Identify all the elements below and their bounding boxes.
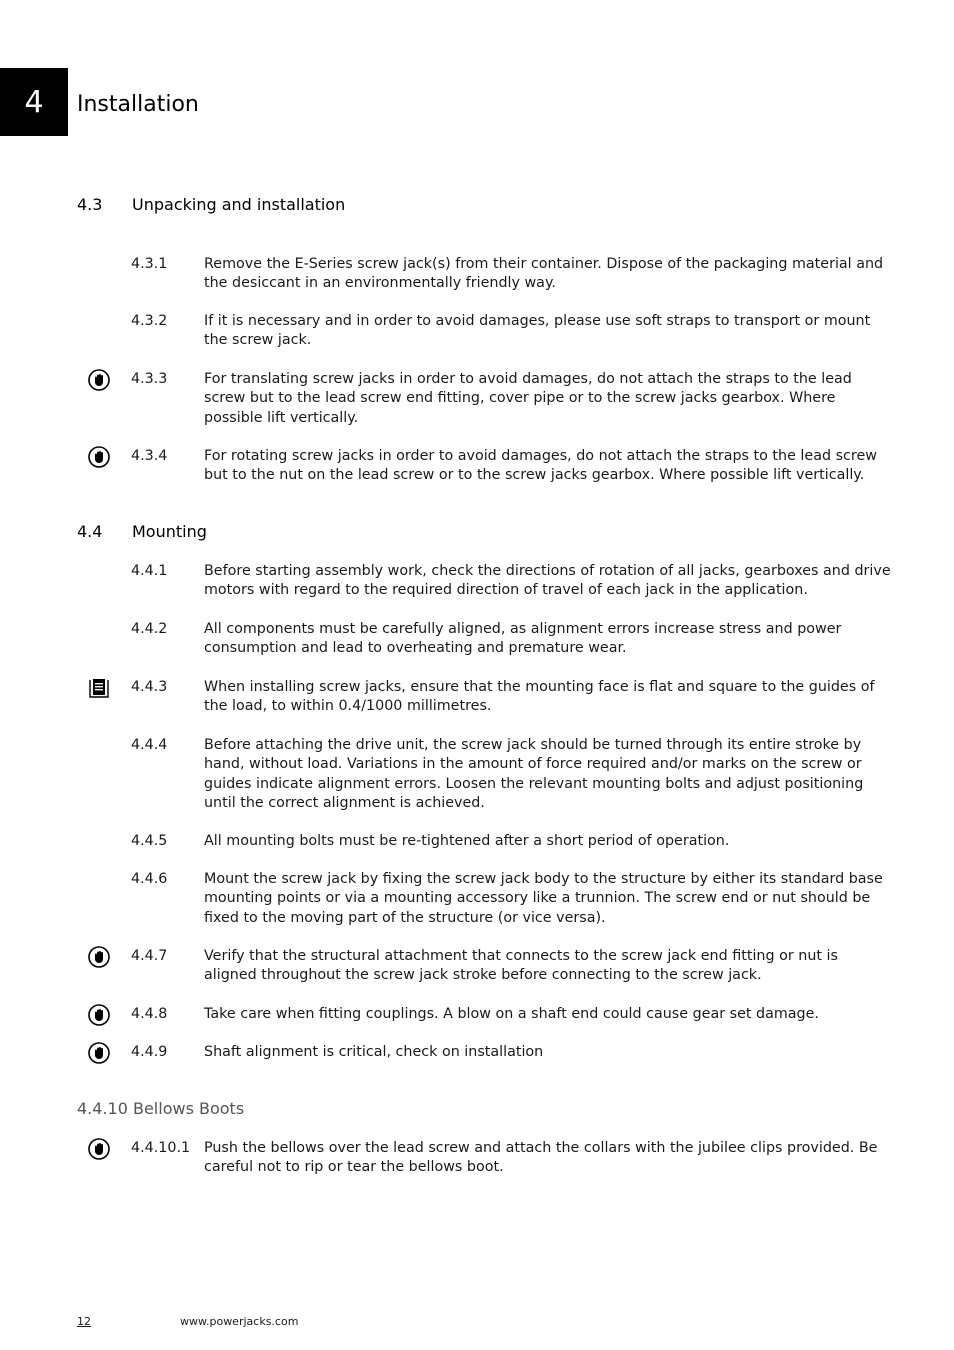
item-number: 4.3.1 [131,256,168,272]
item-number: 4.3.2 [131,313,168,329]
section-title: Unpacking and installation [132,195,346,214]
caution-hand-icon [88,1004,110,1026]
item-text: For translating screw jacks in order to avoid damages, do not attach the straps to the lead screw but to the lead screw end fitting, cover pipe or to the screw jacks gearbox. Where possible lift vertically. [204,371,852,426]
caution-hand-icon [88,1042,110,1064]
item-text: Mount the screw jack by fixing the screw jack body to the structure by either its standard base mounting points or via a mounting accessory like a trunnion. The screw end or nut should be fixed to the moving part of the structure (or vice versa). [204,871,883,926]
item-number: 4.4.4 [131,737,168,753]
footer-website-link[interactable]: www.powerjacks.com [180,1315,299,1328]
caution-hand-icon [88,946,110,968]
subsection-heading-bellows: 4.4.10 Bellows Boots [77,1099,245,1118]
caution-hand-icon [88,369,110,391]
item-number: 4.3.4 [131,448,168,464]
item-number: 4.4.2 [131,621,168,637]
item-number: 4.4.8 [131,1006,168,1022]
chapter-number-tab: 4 [0,68,68,136]
item-text: If it is necessary and in order to avoid damages, please use soft straps to transport or mount the screw jack. [204,313,871,349]
item-text: All components must be carefully aligned, as alignment errors increase stress and power consumption and lead to overheating and premature wear. [204,621,842,657]
item-text: Take care when fitting couplings. A blow on a shaft end could cause gear set damage. [204,1006,819,1022]
item-number: 4.3.3 [131,371,168,387]
page-number: 12 [77,1315,91,1328]
item-text: For rotating screw jacks in order to avoid damages, do not attach the straps to the lead screw but to the nut on the lead screw or to the screw jacks gearbox. Where possible lift vertically. [204,448,877,484]
item-text: Before starting assembly work, check the directions of rotation of all jacks, gearboxes and drive motors with regard to the required direction of travel of each jack in the application. [204,563,891,599]
item-text: Remove the E-Series screw jack(s) from their container. Dispose of the packaging material and the desiccant in an environmentally friendly way. [204,256,884,292]
item-text: Before attaching the drive unit, the screw jack should be turned through its entire stroke by hand, without load. Variations in the amount of force required and/or marks on the screw or guides indicate alignment errors. Loosen the relevant mounting bolts and adjust positioning until the correct alignment is achieved. [204,737,864,812]
item-number: 4.4.1 [131,563,168,579]
item-text: Push the bellows over the lead screw and attach the collars with the jubilee clips provided. Be careful not to rip or tear the bellows boot. [204,1140,878,1176]
caution-hand-icon [88,1138,110,1160]
item-number: 4.4.6 [131,871,168,887]
item-text: When installing screw jacks, ensure that the mounting face is flat and square to the guides of the load, to within 0.4/1000 millimetres. [204,679,875,715]
section-title: Mounting [132,522,207,541]
item-number: 4.4.7 [131,948,168,964]
item-text: Verify that the structural attachment that connects to the screw jack end fitting or nut is aligned throughout the screw jack stroke before connecting to the screw jack. [204,948,838,984]
section-number: 4.3 [77,195,103,214]
item-text: Shaft alignment is critical, check on installation [204,1044,544,1060]
item-number: 4.4.5 [131,833,168,849]
chapter-title: Installation [77,92,199,117]
item-number: 4.4.9 [131,1044,168,1060]
item-text: All mounting bolts must be re-tightened after a short period of operation. [204,833,730,849]
item-number: 4.4.10.1 [131,1140,191,1156]
item-number: 4.4.3 [131,679,168,695]
note-document-icon [88,677,110,699]
section-number: 4.4 [77,522,103,541]
caution-hand-icon [88,446,110,468]
